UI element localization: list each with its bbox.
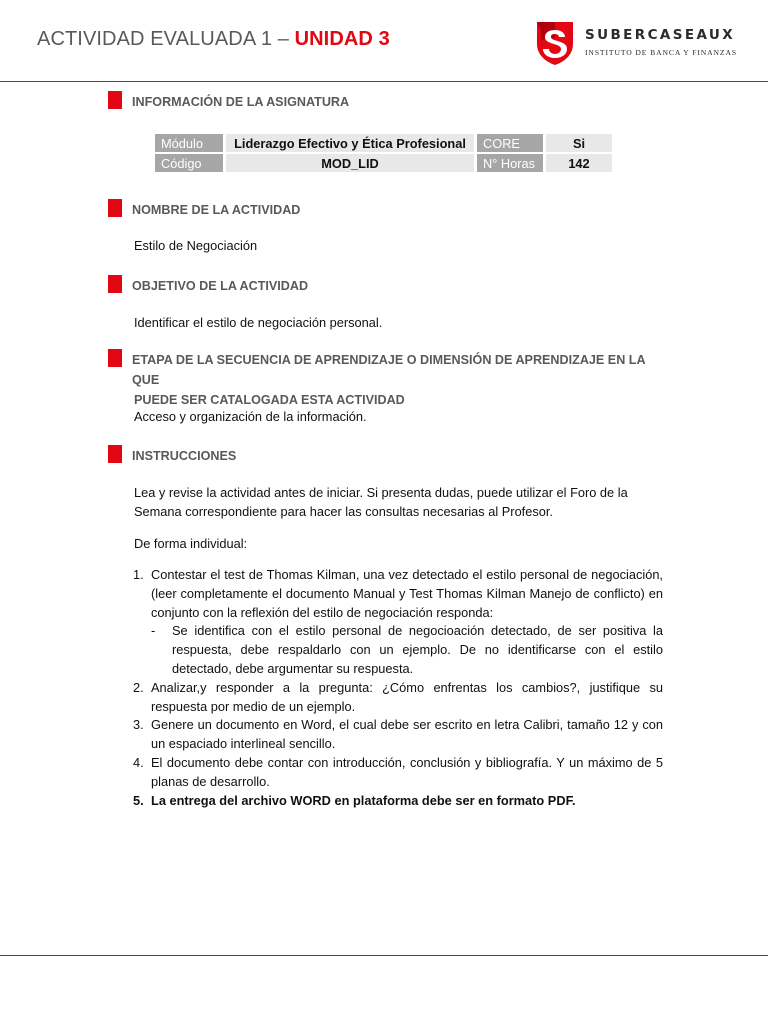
horas-label: N° Horas xyxy=(477,154,543,172)
objective-text: Identificar el estilo de negociación personal. xyxy=(134,315,383,330)
title-prefix: ACTIVIDAD EVALUADA 1 – xyxy=(37,28,295,50)
modulo-label: Módulo xyxy=(155,134,223,152)
activity-name-text: Estilo de Negociación xyxy=(134,238,258,253)
list-subitem-text: Se identifica con el estilo personal de negocioación detectado, de ser positiva la respuesta, debe respaldarlo con un ejemplo. De no identificarse con el estilo detectado, debe argumentar su respuesta. xyxy=(172,623,663,676)
codigo-value: MOD_LID xyxy=(226,154,474,172)
core-label: CORE xyxy=(477,134,543,152)
modulo-value: Liderazgo Efectivo y Ética Profesional xyxy=(226,134,474,152)
list-subitem xyxy=(133,622,663,678)
section-title-line: ETAPA DE LA SECUENCIA DE APRENDIZAJE O DIMENSIÓN DE APRENDIZAJE EN LA QUE xyxy=(132,353,646,387)
intro-line: Lea y revise la actividad antes de iniciar. Si presenta dudas, puede utilizar el Foro de la xyxy=(134,485,628,500)
list-subitem-dash: - xyxy=(151,623,156,639)
section-marker xyxy=(108,91,122,109)
list-item xyxy=(133,679,663,717)
list-item-number: 1. xyxy=(133,567,144,582)
section-title: NOMBRE DE LA ACTIVIDAD xyxy=(132,203,301,217)
page-header xyxy=(0,0,768,82)
section-marker xyxy=(108,349,122,367)
list-item-number: 4. xyxy=(133,754,144,770)
list-item-text: Genere un documento en Word, el cual debe ser escrito en letra Calibri, tamaño 12 y con un espaciado interlineal sencillo. xyxy=(151,717,663,752)
section-title: INSTRUCCIONES xyxy=(132,449,237,463)
list-item xyxy=(133,754,663,792)
table-row xyxy=(155,154,612,172)
core-value: Si xyxy=(546,134,612,152)
instructions-intro xyxy=(134,483,628,521)
logo-subtitle: INSTITUTO DE BANCA Y FINANZAS xyxy=(585,48,737,57)
section-title: INFORMACIÓN DE LA ASIGNATURA xyxy=(132,95,350,109)
list-item xyxy=(133,566,663,622)
logo-name: SUBERCASEAUX xyxy=(585,27,736,43)
list-item-text: La entrega del archivo WORD en plataforma debe ser en formato PDF. xyxy=(151,792,576,808)
intro-line: Semana correspondiente para hacer las consultas necesarias al Profesor. xyxy=(134,504,553,519)
codigo-label: Código xyxy=(155,154,223,172)
section-marker xyxy=(108,199,122,217)
section-marker xyxy=(108,275,122,293)
title-unit: UNIDAD 3 xyxy=(294,28,390,50)
document-title xyxy=(37,28,390,51)
institution-logo xyxy=(533,18,743,66)
list-item-number: 2. xyxy=(133,679,144,695)
horas-value: 142 xyxy=(546,154,612,172)
course-info-table xyxy=(152,132,615,174)
list-item-number: 3. xyxy=(133,717,144,733)
list-item xyxy=(133,716,663,754)
header-divider xyxy=(0,81,768,82)
stage-text: Acceso y organización de la información. xyxy=(134,409,367,424)
section-title xyxy=(132,350,672,410)
instructions-list xyxy=(133,566,663,810)
table-row xyxy=(155,134,612,152)
list-item-text: El documento debe contar con introducción, conclusión y bibliografía. Y un máximo de 5 planas de desarrollo. xyxy=(151,754,663,789)
list-item-text: Contestar el test de Thomas Kilman, una vez detectado el estilo personal de negociación, (leer completamente el documento Manual y Test Thomas Kilman Manejo de conflicto) en conjunto con la reflexión del estilo de negociación responda: xyxy=(151,567,663,620)
instructions-mode: De forma individual: xyxy=(134,536,248,551)
list-item xyxy=(133,792,663,811)
section-title: OBJETIVO DE LA ACTIVIDAD xyxy=(132,279,309,293)
section-marker xyxy=(108,445,122,463)
list-item-text: Analizar,y responder a la pregunta: ¿Cómo enfrentas los cambios?, justifique su respuesta por medio de un ejemplo. xyxy=(151,679,663,714)
footer-divider xyxy=(0,955,768,956)
shield-logo-icon xyxy=(533,18,577,66)
list-item-number: 5. xyxy=(133,792,144,808)
section-title-line: PUEDE SER CATALOGADA ESTA ACTIVIDAD xyxy=(134,393,405,407)
